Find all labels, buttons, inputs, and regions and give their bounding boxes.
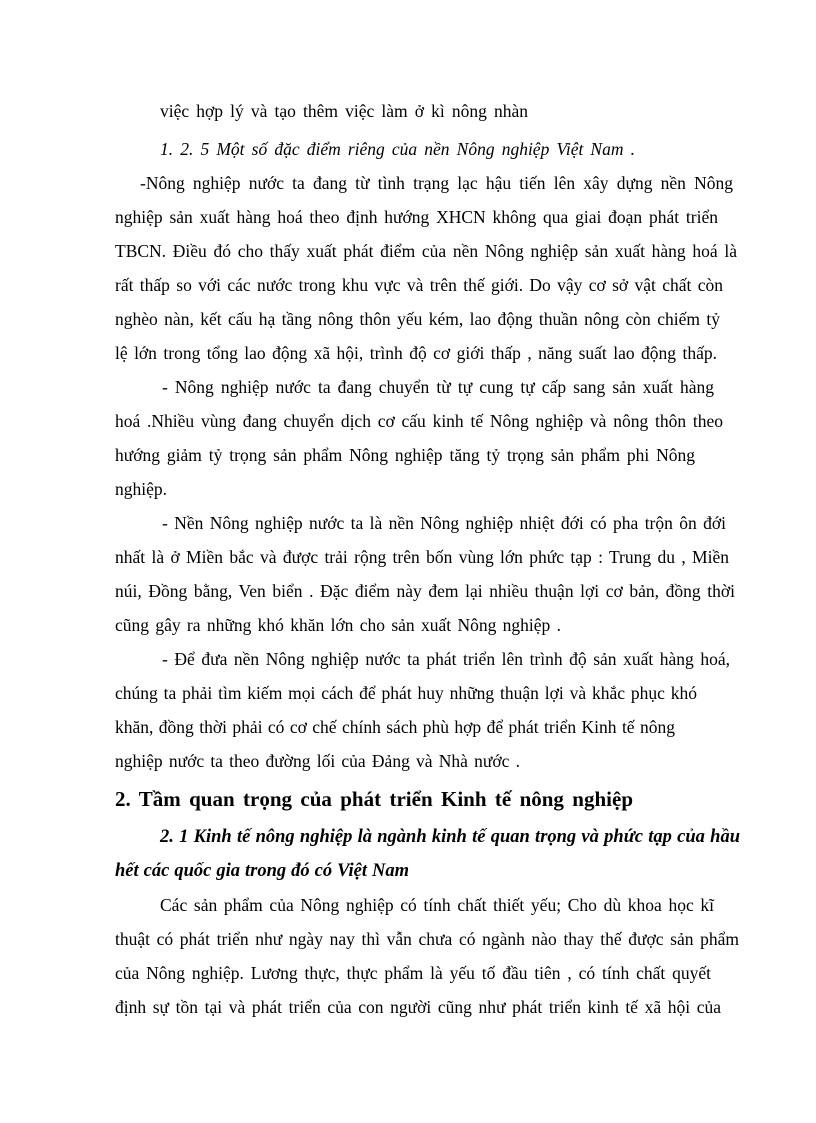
subsection-heading: 2. 1 Kinh tế nông nghiệp là ngành kinh tế quan trọng và phức tạp của hầu bbox=[160, 827, 740, 847]
text-line: lệ lớn trong tổng lao động xã hội, trình độ cơ giới thấp , năng suất lao động thấp. bbox=[115, 343, 717, 363]
text-line: nghiệp. bbox=[115, 479, 168, 499]
text-line: cũng gây ra những khó khăn lớn cho sản xuất Nông nghiệp . bbox=[115, 615, 561, 635]
text-line: việc hợp lý và tạo thêm việc làm ở kì nông nhàn bbox=[160, 101, 528, 121]
text-line: nghiệp nước ta theo đường lối của Đảng và Nhà nước . bbox=[115, 751, 520, 771]
text-line: rất thấp so với các nước trong khu vực và trên thế giới. Do vậy cơ sở vật chất còn bbox=[115, 275, 723, 295]
text-line: - Nền Nông nghiệp nước ta là nền Nông nghiệp nhiệt đới có pha trộn ôn đới bbox=[162, 513, 726, 533]
text-line: TBCN. Điều đó cho thấy xuất phát điểm của nền Nông nghiệp sản xuất hàng hoá là bbox=[115, 241, 737, 261]
text-line: nghiệp sản xuất hàng hoá theo định hướng XHCN không qua giai đoạn phát triển bbox=[115, 207, 718, 227]
text-line: -Nông nghiệp nước ta đang từ tình trạng lạc hậu tiến lên xây dựng nền Nông bbox=[140, 173, 733, 193]
text-line: hoá .Nhiều vùng đang chuyển dịch cơ cấu kinh tế Nông nghiệp và nông thôn theo bbox=[115, 411, 723, 431]
text-line: chúng ta phải tìm kiếm mọi cách để phát huy những thuận lợi và khắc phục khó bbox=[115, 683, 697, 703]
text-line: - Nông nghiệp nước ta đang chuyển từ tự cung tự cấp sang sản xuất hàng bbox=[162, 377, 714, 397]
section-heading: 2. Tầm quan trọng của phát triển Kinh tế nông nghiệp bbox=[115, 787, 633, 811]
italic-heading: 1. 2. 5 Một số đặc điểm riêng của nền Nông nghiệp Việt Nam . bbox=[160, 139, 635, 159]
text-line: định sự tồn tại và phát triển của con người cũng như phát triển kinh tế xã hội của bbox=[115, 997, 721, 1017]
subsection-heading: hết các quốc gia trong đó có Việt Nam bbox=[115, 861, 409, 881]
text-line: hướng giảm tỷ trọng sản phẩm Nông nghiệp tăng tỷ trọng sản phẩm phi Nông bbox=[115, 445, 695, 465]
text-line: của Nông nghiệp. Lương thực, thực phẩm là yếu tố đầu tiên , có tính chất quyết bbox=[115, 963, 711, 983]
text-line: thuật có phát triển như ngày nay thì vẫn chưa có ngành nào thay thế được sản phẩm bbox=[115, 929, 739, 949]
text-line: khăn, đồng thời phải có cơ chế chính sách phù hợp để phát triển Kinh tế nông bbox=[115, 717, 675, 737]
text-line: núi, Đồng bằng, Ven biển . Đặc điểm này đem lại nhiều thuận lợi cơ bản, đồng thời bbox=[115, 581, 735, 601]
text-line: nghèo nàn, kết cấu hạ tầng nông thôn yếu kém, lao động thuần nông còn chiếm tỷ bbox=[115, 309, 720, 329]
text-line: Các sản phẩm của Nông nghiệp có tính chất thiết yếu; Cho dù khoa học kĩ bbox=[160, 895, 714, 915]
text-line: - Để đưa nền Nông nghiệp nước ta phát triển lên trình độ sản xuất hàng hoá, bbox=[162, 649, 730, 669]
text-line: nhất là ở Miền bắc và được trải rộng trên bốn vùng lớn phức tạp : Trung du , Miền bbox=[115, 547, 729, 567]
